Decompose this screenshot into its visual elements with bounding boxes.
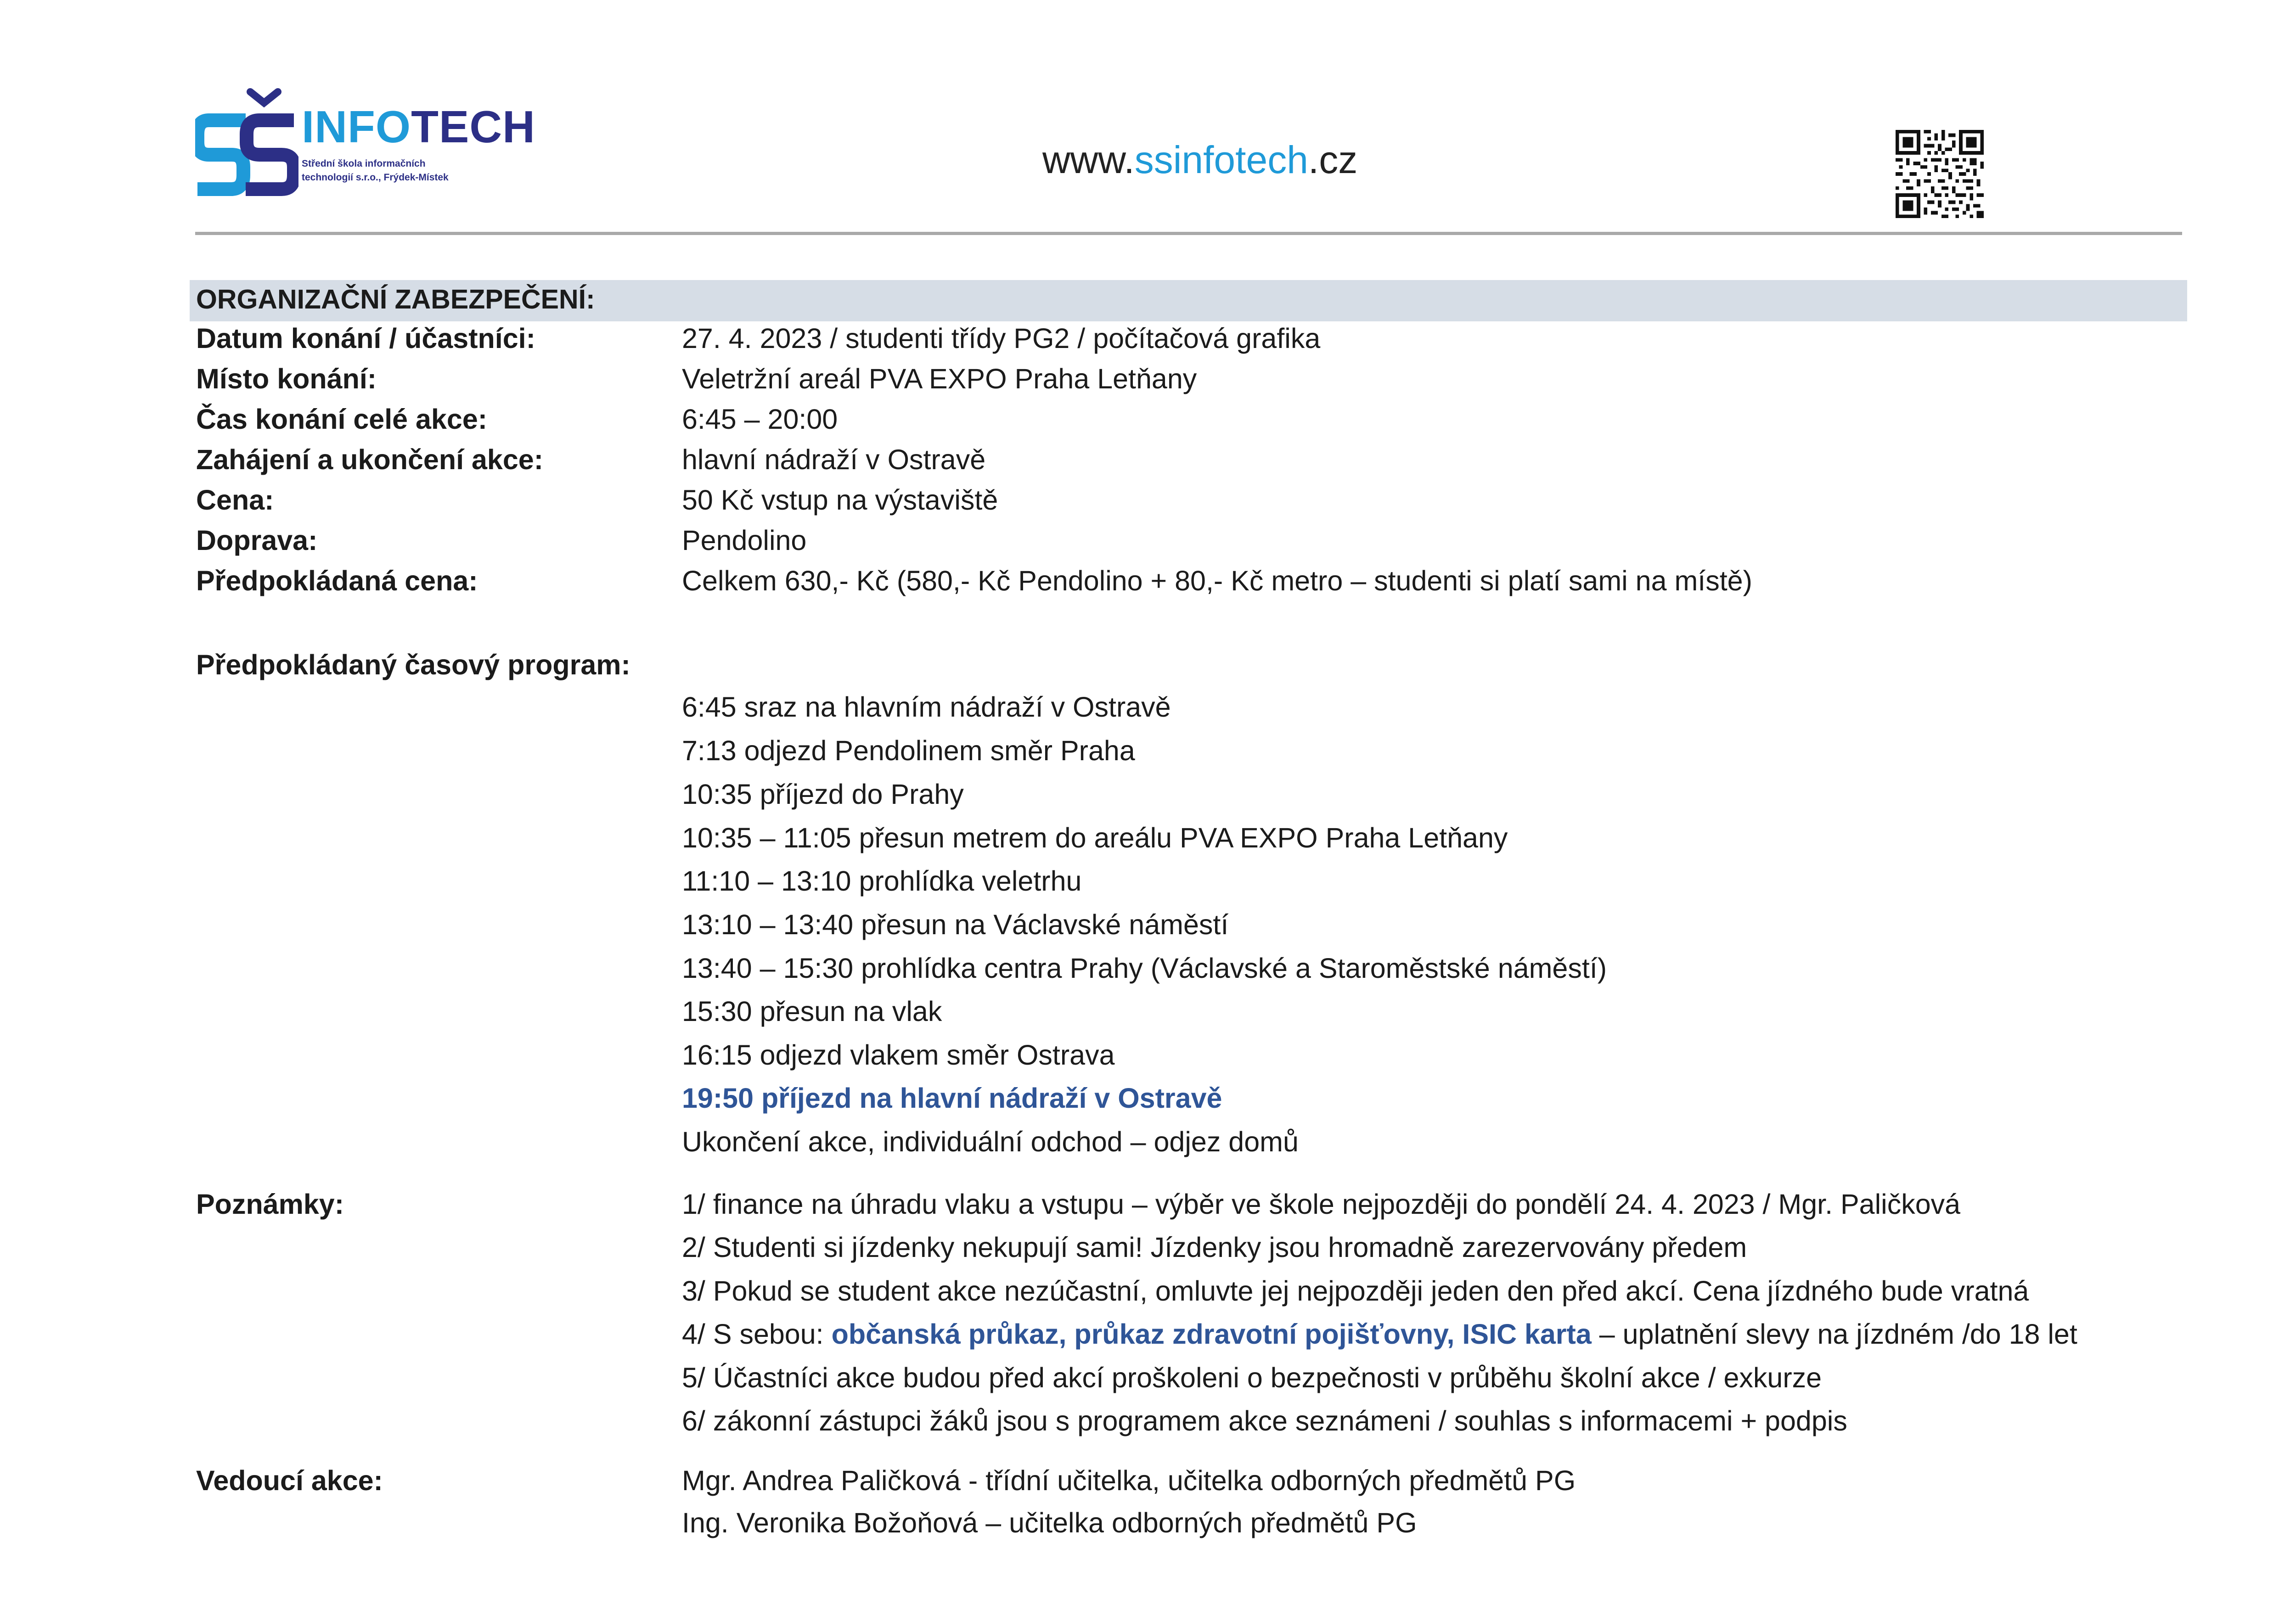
- info-value-transport: Pendolino: [682, 525, 807, 556]
- notes-label: Poznámky:: [196, 1189, 344, 1220]
- info-label-transport: Doprava:: [196, 525, 318, 556]
- note-item-documents: [682, 1318, 2077, 1350]
- info-label-date: Datum konání / účastníci:: [196, 323, 535, 354]
- program-item: 10:35 – 11:05 přesun metrem do areálu PVA EXPO Praha Letňany: [682, 822, 1508, 853]
- info-label-time: Čas konání celé akce:: [196, 404, 488, 435]
- program-item: 7:13 odjezd Pendolinem směr Praha: [682, 735, 1135, 766]
- note-item: 6/ zákonní zástupci žáků jsou s programem akce seznámeni / souhlas s informacemi + podpis: [682, 1405, 1847, 1436]
- program-item: 13:40 – 15:30 prohlídka centra Prahy (Václavské a Staroměstské náměstí): [682, 953, 1607, 984]
- info-value-place: Veletržní areál PVA EXPO Praha Letňany: [682, 363, 1197, 394]
- program-item: 13:10 – 13:40 přesun na Václavské náměstí: [682, 909, 1229, 940]
- website-suffix: .cz: [1308, 138, 1358, 181]
- note-item-documents-highlight: občanská průkaz, průkaz zdravotní pojišťovny, ISIC karta: [831, 1318, 1592, 1350]
- note-item: 2/ Studenti si jízdenky nekupují sami! Jízdenky jsou hromadně zarezervovány předem: [682, 1232, 1747, 1263]
- info-value-date: 27. 4. 2023 / studenti třídy PG2 / počítačová grafika: [682, 323, 1321, 354]
- info-value-estimated-price: Celkem 630,- Kč (580,- Kč Pendolino + 80,- Kč metro – studenti si platí sami na místě): [682, 565, 1752, 596]
- info-label-price: Cena:: [196, 484, 274, 516]
- ss-monogram-icon: [195, 88, 298, 196]
- info-value-price: 50 Kč vstup na výstaviště: [682, 484, 998, 516]
- program-item: 15:30 přesun na vlak: [682, 996, 942, 1027]
- header-divider: [195, 232, 2182, 235]
- qr-code-icon: [1896, 130, 1984, 218]
- info-value-time: 6:45 – 20:00: [682, 404, 838, 435]
- program-item: Ukončení akce, individuální odchod – odjez domů: [682, 1126, 1299, 1157]
- school-logo: [195, 88, 535, 196]
- info-label-place: Místo konání:: [196, 363, 377, 394]
- logo-wordmark: [302, 101, 535, 152]
- info-value-start-end: hlavní nádraží v Ostravě: [682, 444, 986, 475]
- note-item: 5/ Účastníci akce budou před akcí proškoleni o bezpečnosti v průběhu školní akce / exkurze: [682, 1362, 1822, 1393]
- program-item: 10:35 příjezd do Prahy: [682, 779, 964, 810]
- info-label-estimated-price: Předpokládaná cena:: [196, 565, 478, 596]
- website-link[interactable]: [1042, 138, 1357, 182]
- leader-item: Mgr. Andrea Paličková - třídní učitelka, učitelka odborných předmětů PG: [682, 1465, 1576, 1496]
- program-item: 11:10 – 13:10 prohlídka veletrhu: [682, 865, 1082, 897]
- logo-wordmark-part1: INFO: [302, 101, 411, 152]
- note-item: 1/ finance na úhradu vlaku a vstupu – výběr ve škole nejpozději do pondělí 24. 4. 2023 / Mgr. Paličková: [682, 1189, 1961, 1220]
- logo-wordmark-part2: TECH: [411, 101, 535, 152]
- note-item-documents-prefix: 4/ S sebou:: [682, 1318, 832, 1350]
- program-item-highlight: 19:50 příjezd na hlavní nádraží v Ostravě: [682, 1083, 1222, 1114]
- website-prefix: www.: [1042, 138, 1135, 181]
- program-item: 6:45 sraz na hlavním nádraží v Ostravě: [682, 691, 1171, 723]
- logo-subtitle: Střední škola informačních technologií s.r.o., Frýdek-Místek: [302, 158, 449, 183]
- leader-item: Ing. Veronika Božoňová – učitelka odborných předmětů PG: [682, 1507, 1417, 1538]
- website-domain: ssinfotech: [1134, 138, 1308, 181]
- info-label-start-end: Zahájení a ukončení akce:: [196, 444, 544, 475]
- note-item-documents-suffix: – uplatnění slevy na jízdném /do 18 let: [1591, 1318, 2077, 1350]
- program-label: Předpokládaný časový program:: [196, 649, 630, 680]
- program-item: 16:15 odjezd vlakem směr Ostrava: [682, 1039, 1115, 1071]
- leaders-label: Vedoucí akce:: [196, 1465, 383, 1496]
- section-title: ORGANIZAČNÍ ZABEZPEČENÍ:: [196, 284, 595, 314]
- note-item: 3/ Pokud se student akce nezúčastní, omluvte jej nejpozději jeden den před akcí. Cena jízdného bude vratná: [682, 1275, 2029, 1307]
